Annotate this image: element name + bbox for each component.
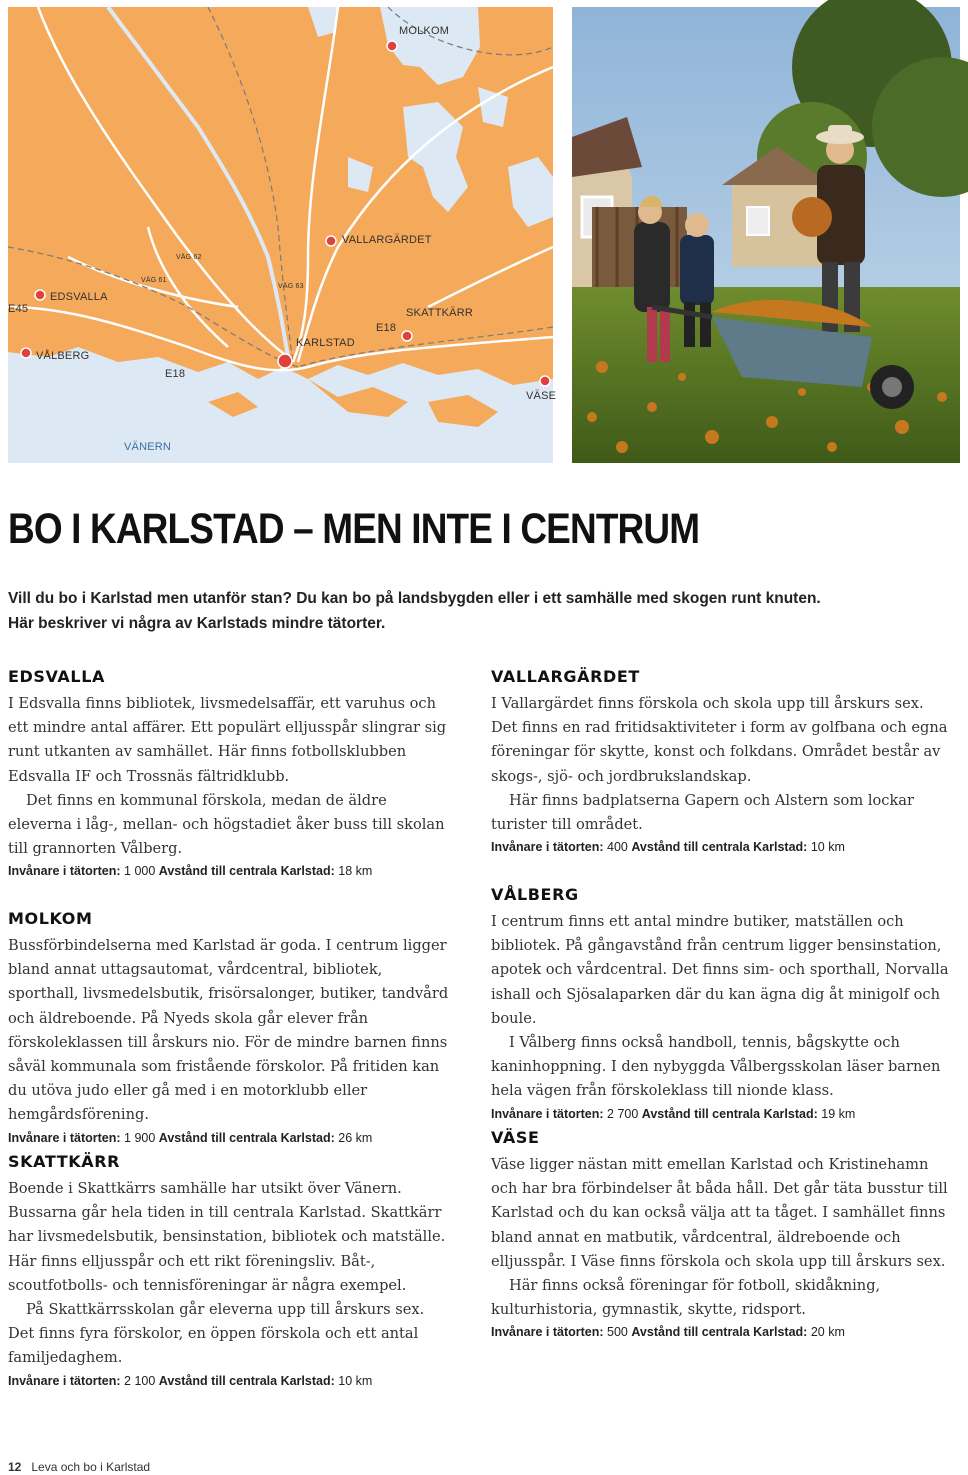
section-skattkarr xyxy=(8,1152,453,1391)
distance-label: Avstånd till centrala Karlstad: xyxy=(158,864,335,879)
marker-karlstad xyxy=(278,354,292,368)
section-facts xyxy=(491,837,953,857)
map-label-molkom: MOLKOM xyxy=(399,25,450,37)
population-value: 500 xyxy=(607,1325,628,1340)
section-valberg xyxy=(491,885,953,1124)
page-title: BO I KARLSTAD – MEN INTE I CENTRUM xyxy=(8,505,700,553)
population-label: Invånare i tätorten: xyxy=(491,840,604,855)
section-facts xyxy=(491,1104,953,1124)
population-value: 1 000 xyxy=(124,864,156,879)
map-label-vag61: VÄG 61 xyxy=(141,277,167,284)
section-paragraph: I Vålberg finns också handboll, tennis, bågskytte och kaninhoppning. I den nybyggda Vålbergsskolan läser barnen hela vägen från förskoleklass till nionde klass. xyxy=(491,1034,941,1100)
map-label-vase: VÄSE xyxy=(526,390,557,402)
section-heading: SKATTKÄRR xyxy=(8,1152,121,1171)
distance-label: Avstånd till centrala Karlstad: xyxy=(641,1106,818,1121)
marker-valberg xyxy=(21,348,31,358)
distance-value: 26 km xyxy=(338,1130,373,1145)
distance-label: Avstånd till centrala Karlstad: xyxy=(158,1130,335,1145)
photo-illustration xyxy=(572,7,960,463)
population-value: 2 100 xyxy=(124,1373,156,1388)
population-value: 2 700 xyxy=(607,1106,639,1121)
map-label-edsvalla: EDSVALLA xyxy=(50,291,108,303)
marker-skattkarr xyxy=(402,331,412,341)
section-heading: VÄSE xyxy=(491,1128,540,1147)
map-label-vag62: VÄG 62 xyxy=(176,254,202,261)
marker-vase xyxy=(540,376,550,386)
distance-value: 18 km xyxy=(338,864,373,879)
section-paragraph: I Vallargärdet finns förskola och skola upp till årskurs sex. Det finns en rad fritidsaktiviteter i form av golfbana och egna föreningar för skytte, konst och folkdans. Området består av skogs-, sjö- och jordbrukslandskap. xyxy=(491,695,948,785)
population-label: Invånare i tätorten: xyxy=(491,1106,604,1121)
population-label: Invånare i tätorten: xyxy=(8,1373,121,1388)
section-heading: MOLKOM xyxy=(8,909,93,928)
section-molkom xyxy=(8,909,453,1148)
family-raking-leaves-photo xyxy=(572,7,960,463)
distance-label: Avstånd till centrala Karlstad: xyxy=(631,840,808,855)
page-footer xyxy=(8,1460,150,1474)
map-label-karlstad: KARLSTAD xyxy=(296,337,355,349)
region-map xyxy=(8,7,557,463)
section-facts xyxy=(8,1128,453,1148)
map-label-e18-east: E18 xyxy=(376,322,397,334)
intro-text xyxy=(8,586,968,636)
section-paragraph: Väse ligger nästan mitt emellan Karlstad och Kristinehamn och har bra förbindelser åt båda håll. Det går täta busstur till Karlstad och du kan också välja att ta tåget. I samhället finns bland annat en matbutik, vårdcentral, äldreboende och elljusspår. I Väse finns förskola och skola upp till årskurs sex. xyxy=(491,1156,948,1270)
publication-name: Leva och bo i Karlstad xyxy=(31,1460,151,1474)
section-paragraph: I Edsvalla finns bibliotek, livsmedelsaffär, ett varuhus och ett mindre antal affärer. Ett populärt elljusspår slingrar sig runt utkanten av samhället. Här finns fotbollsklubben Edsvalla IF och Trossnäs fältridklubb. xyxy=(8,695,447,785)
intro-line-2: Här beskriver vi några av Karlstads mindre tätorter. xyxy=(8,615,386,632)
distance-value: 20 km xyxy=(810,1325,845,1340)
section-heading: VALLARGÄRDET xyxy=(491,667,640,686)
intro-line-1: Vill du bo i Karlstad men utanför stan? Du kan bo på landsbygden eller i ett samhälle med skogen runt knuten. xyxy=(8,590,821,607)
section-facts xyxy=(491,1322,953,1342)
section-vallargardet xyxy=(491,667,953,857)
map-label-e18-west: E18 xyxy=(165,368,186,380)
marker-edsvalla xyxy=(35,290,45,300)
section-paragraph: Det finns en kommunal förskola, medan de äldre eleverna i låg-, mellan- och högstadiet åker buss till skolan till grannorten Vålberg. xyxy=(8,791,445,858)
section-facts xyxy=(8,1371,453,1391)
distance-value: 19 km xyxy=(821,1106,856,1121)
distance-value: 10 km xyxy=(810,840,845,855)
section-vase xyxy=(491,1128,953,1342)
population-value: 400 xyxy=(607,840,628,855)
section-facts xyxy=(8,861,453,881)
section-paragraph: Här finns badplatserna Gapern och Alstern som lockar turister till området. xyxy=(491,791,914,834)
population-label: Invånare i tätorten: xyxy=(8,864,121,879)
population-value: 1 900 xyxy=(124,1130,156,1145)
map-label-valberg: VÅLBERG xyxy=(36,350,90,362)
map-label-vallargardet: VALLARGÄRDET xyxy=(342,234,432,246)
section-paragraph: I centrum finns ett antal mindre butiker, matställen och bibliotek. På gångavstånd från centrum ligger bensinstation, apotek och vårdcentral. Det finns sim- och sporthall, Norvalla ishall och Sjösalaparken där du kan ägna dig åt minigolf och boule. xyxy=(491,913,949,1027)
marker-molkom xyxy=(387,41,397,51)
map-graphic xyxy=(8,7,553,463)
section-heading: VÅLBERG xyxy=(491,885,579,904)
population-label: Invånare i tätorten: xyxy=(491,1325,604,1340)
distance-label: Avstånd till centrala Karlstad: xyxy=(631,1325,808,1340)
distance-value: 10 km xyxy=(338,1373,373,1388)
map-label-skattkarr: SKATTKÄRR xyxy=(406,307,473,319)
marker-vallargardet xyxy=(326,236,336,246)
map-label-vanern: VÄNERN xyxy=(124,441,172,453)
section-edsvalla xyxy=(8,667,453,881)
page-number: 12 xyxy=(8,1460,22,1474)
population-label: Invånare i tätorten: xyxy=(8,1130,121,1145)
section-heading: EDSVALLA xyxy=(8,667,105,686)
map-label-e45: E45 xyxy=(8,303,29,315)
section-paragraph: Boende i Skattkärrs samhälle har utsikt över Vänern. Bussarna går hela tiden in till centrala Karlstad. Skattkärr har livsmedelsbutik, bensinstation, bibliotek och matställe. Här finns elljusspår och ett rikt föreningsliv. Båt-, scoutfotbolls- och tennisföreningar är några exempel. xyxy=(8,1180,446,1294)
distance-label: Avstånd till centrala Karlstad: xyxy=(158,1373,335,1388)
map-label-vag63: VÄG 63 xyxy=(278,283,304,290)
section-paragraph: På Skattkärrsskolan går eleverna upp till årskurs sex. Det finns fyra förskolor, en öppen förskola och ett antal familjedaghem. xyxy=(8,1301,425,1367)
section-paragraph: Här finns också föreningar för fotboll, skidåkning, kulturhistoria, gymnastik, skytte, ridsport. xyxy=(491,1277,881,1319)
section-paragraph: Bussförbindelserna med Karlstad är goda. I centrum ligger bland annat uttagsautomat, vårdcentral, bibliotek, sporthall, livsmedelsbutik, frisörsalonger, butiker, tandvård och äldreboende. På Nyeds skola går elever från förskoleklassen till årskurs nio. För de mindre barnen finns såväl kommunala som fristående förskolor. På fritiden kan du utöva judo eller gå med i en motorklubb eller hemgårdsförening. xyxy=(8,937,449,1124)
